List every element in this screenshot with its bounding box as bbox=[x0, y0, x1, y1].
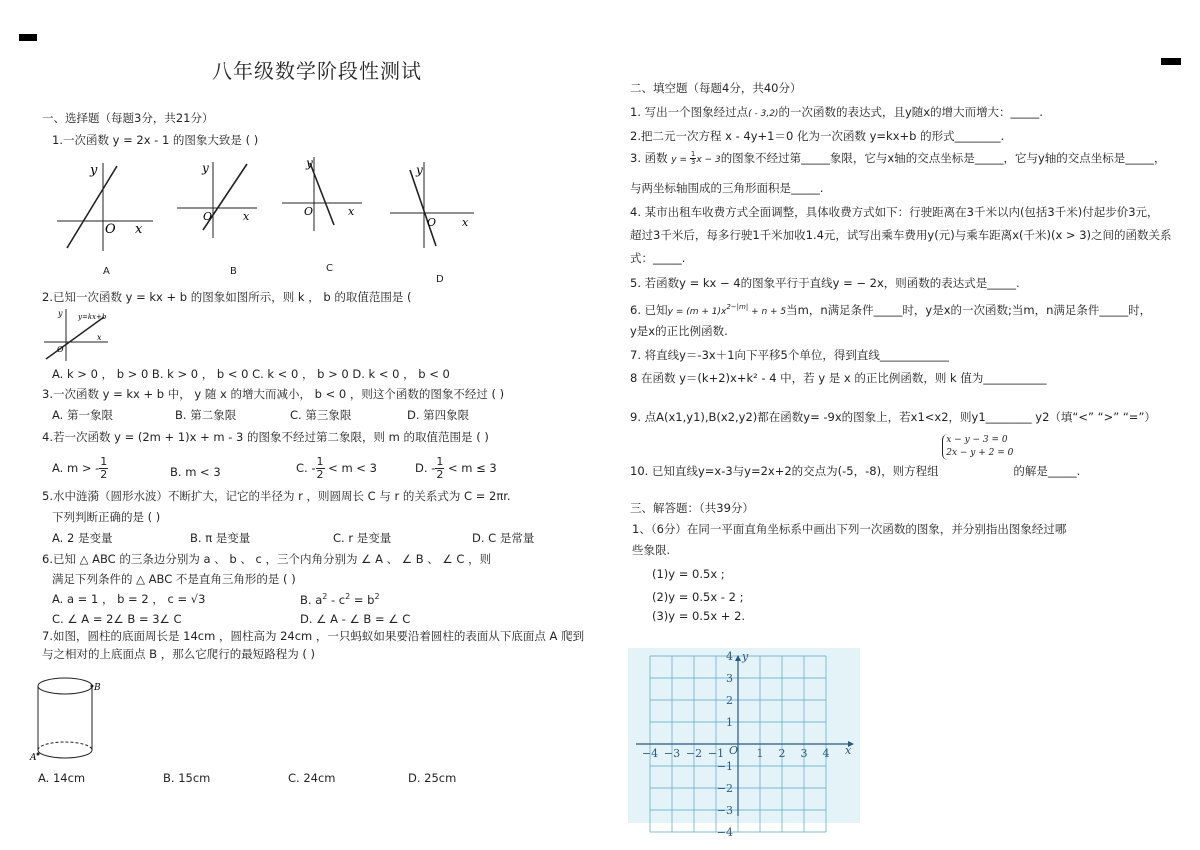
question-6-option-b[interactable] bbox=[300, 590, 380, 607]
fill-6-suffix: 当m，n满足条件_____时，y是x的一次函数;当m，n满足条件_____时， bbox=[786, 302, 1152, 317]
fill-4-line3: 式：_____. bbox=[630, 251, 686, 265]
question-1-graph-c bbox=[280, 155, 365, 235]
x-tick-label: 4 bbox=[822, 747, 830, 760]
grid-origin: O bbox=[729, 744, 739, 757]
x-tick-label: −2 bbox=[685, 747, 703, 760]
x-tick-label: 1 bbox=[756, 747, 764, 760]
graph-c-y-label: y bbox=[306, 156, 313, 170]
coordinate-grid-background bbox=[628, 648, 860, 823]
fill-10 bbox=[630, 432, 1081, 478]
point-b-label: B bbox=[94, 683, 101, 693]
option-c-denominator: 2 bbox=[316, 468, 324, 481]
solve-1-item-3: (3)y = 0.5x + 2. bbox=[652, 609, 746, 623]
question-7-option-d[interactable]: D. 25cm bbox=[408, 771, 457, 785]
question-1-graph-d bbox=[388, 160, 478, 250]
x-tick-label: 2 bbox=[778, 747, 786, 760]
graph-a-y-label: y bbox=[90, 163, 98, 178]
x-tick-label: −4 bbox=[641, 747, 659, 760]
fill-5: 5. 若函数y = kx − 4的图象平行于直线y = − 2x，则函数的表达式是_____. bbox=[630, 276, 1020, 290]
fill-10-suffix: 的解是_____. bbox=[1013, 464, 1081, 478]
y-tick-label: 2 bbox=[726, 694, 733, 707]
question-4-option-d[interactable] bbox=[415, 456, 497, 481]
question-5-stem-line1: 5.水中涟漪（圆形水波）不断扩大，记它的半径为 r ，则圆周长 C 与 r 的关系式为 C = 2πr. bbox=[42, 489, 511, 503]
option-d-suffix: < m ≤ 3 bbox=[444, 461, 497, 475]
question-4-option-a[interactable] bbox=[52, 456, 108, 481]
option-b-sup-1: 2 bbox=[322, 592, 328, 601]
question-2-options[interactable]: A. k > 0 ， b > 0 B. k > 0 ， b < 0 C. k < 0 ， b > 0 D. k < 0 ， b < 0 bbox=[52, 367, 450, 381]
fill-3-line2: 与两坐标轴围成的三角形面积是_____. bbox=[630, 181, 824, 195]
fill-6-formula-tail: + n + 5 bbox=[748, 306, 787, 317]
option-d-denominator: 2 bbox=[436, 468, 444, 481]
graph-d-origin: O bbox=[427, 216, 437, 229]
coordinate-grid[interactable] bbox=[628, 648, 860, 839]
graph-b-y-label: y bbox=[202, 161, 209, 175]
question-7-option-a[interactable]: A. 14cm bbox=[38, 771, 86, 785]
graph-d-y-label: y bbox=[416, 163, 423, 177]
question-7-option-b[interactable]: B. 15cm bbox=[163, 771, 211, 785]
option-b-c: - c bbox=[327, 592, 346, 607]
question-5-option-b[interactable]: B. π 是变量 bbox=[190, 531, 251, 545]
fill-6-formula: y = (m + 1)x bbox=[667, 306, 727, 317]
fill-10-eq1: x − y − 3 = 0 bbox=[946, 435, 1008, 445]
y-tick-label: 1 bbox=[726, 716, 733, 729]
option-d-prefix: D. - bbox=[415, 461, 436, 475]
graph-b-x-label: x bbox=[243, 210, 250, 223]
fill-1-prefix: 1. 写出一个图象经过点 bbox=[630, 105, 749, 119]
question-2-stem: 2.已知一次函数 y = kx + b 的图象如图所示，则 k ， b 的取值范围是 ( bbox=[42, 290, 412, 304]
section-heading-fill: 二、填空题（每题4分，共40分） bbox=[630, 81, 802, 95]
x-tick-label: 3 bbox=[800, 747, 808, 760]
question-2-y-label: y bbox=[58, 309, 63, 318]
fill-9: 9. 点A(x1,y1),B(x2,y2)都在函数y= -9x的图象上，若x1<x2，则y1________ y2（填“<” “>” “=”） bbox=[630, 410, 1156, 424]
fill-6-prefix: 6. 已知 bbox=[630, 302, 668, 317]
fill-10-eq2: 2x − y + 2 = 0 bbox=[946, 448, 1014, 458]
graph-a-x-label: x bbox=[135, 222, 143, 237]
graph-d-x-label: x bbox=[462, 216, 469, 229]
question-3-option-a[interactable]: A. 第一象限 bbox=[52, 408, 113, 422]
option-c-prefix: C. - bbox=[296, 461, 316, 475]
question-3-option-d[interactable]: D. 第四象限 bbox=[407, 408, 470, 422]
question-2-origin: O bbox=[57, 345, 64, 354]
section-heading-choice: 一、选择题（每题3分，共21分） bbox=[42, 111, 214, 125]
fill-4-line2: 超过3千米后，每多行驶1千米加收1.4元，试写出乘车费用y(元)与乘车距离x(千米)(x > 3)之间的函数关系 bbox=[630, 228, 1172, 242]
question-7-stem-line1: 7.如图，圆柱的底面周长是 14cm ，圆柱高为 24cm ，一只蚂蚁如果要沿着圆柱的表面从下底面点 A 爬到 bbox=[42, 629, 585, 643]
fill-10-system bbox=[942, 434, 1013, 460]
question-2-graph bbox=[42, 307, 112, 362]
fill-3 bbox=[630, 151, 1166, 167]
y-tick-label: −1 bbox=[716, 760, 733, 773]
question-6-option-a[interactable]: A. a = 1 ， b = 2 ， c = √3 bbox=[52, 592, 206, 606]
y-tick-label: −2 bbox=[716, 782, 733, 795]
fill-2: 2.把二元一次方程 x - 4y+1＝0 化为一次函数 y=kx+b 的形式________. bbox=[630, 129, 1005, 143]
question-1-stem: 1.一次函数 y = 2x - 1 的图象大致是 ( ) bbox=[52, 133, 259, 147]
fill-3-denominator: 3 bbox=[690, 158, 696, 166]
question-5-stem-line2: 下列判断正确的是 ( ) bbox=[52, 510, 161, 524]
cylinder-figure bbox=[28, 672, 108, 767]
corner-mark-left bbox=[19, 34, 37, 41]
option-c-numerator: 1 bbox=[316, 455, 324, 468]
question-2-line-label: y=kx+b bbox=[78, 313, 107, 321]
fill-3-prefix: 3. 函数 bbox=[630, 151, 668, 165]
graph-a-origin: O bbox=[105, 222, 116, 237]
option-b-sup-3: 2 bbox=[374, 592, 380, 601]
fill-1 bbox=[630, 105, 1043, 121]
question-5-option-c[interactable]: C. r 是变量 bbox=[333, 531, 392, 545]
fill-10-prefix: 10. 已知直线y=x-3与y=2x+2的交点为(-5，-8)，则方程组 bbox=[630, 464, 939, 478]
option-b-sup-2: 2 bbox=[345, 592, 351, 601]
point-a-label: A bbox=[30, 753, 37, 763]
graph-c-origin: O bbox=[304, 205, 314, 218]
question-4-option-c[interactable] bbox=[296, 456, 377, 481]
question-4-stem: 4.若一次函数 y = (2m + 1)x + m - 3 的图象不经过第二象限，则 m 的取值范围是 ( ) bbox=[42, 430, 489, 444]
question-1-option-d[interactable]: D bbox=[436, 274, 444, 285]
x-tick-label: −3 bbox=[663, 747, 681, 760]
question-4-option-b[interactable]: B. m < 3 bbox=[170, 465, 221, 479]
question-7-stem-line2: 与之相对的上底面点 B ，那么它爬行的最短路程为 ( ) bbox=[42, 647, 315, 661]
question-2-x-label: x bbox=[97, 333, 102, 342]
fill-6-line2: y是x的正比例函数. bbox=[630, 324, 728, 338]
fill-3-formula: y = bbox=[671, 155, 690, 165]
question-6-option-c[interactable]: C. ∠ A = 2∠ B = 3∠ C bbox=[52, 612, 182, 626]
question-5-option-d[interactable]: D. C 是常量 bbox=[472, 531, 535, 545]
option-b-b: = b bbox=[350, 592, 375, 607]
fill-6-line1 bbox=[630, 300, 1151, 319]
corner-mark-right bbox=[1161, 58, 1181, 65]
question-5-option-a[interactable]: A. 2 是变量 bbox=[52, 531, 113, 545]
fill-7: 7. 将直线y＝-3x＋1向下平移5个单位，得到直线____________ bbox=[630, 348, 949, 362]
fill-1-suffix: 的一次函数的表达式，且y随x的增大而增大：_____. bbox=[778, 105, 1043, 119]
fill-3-formula-tail: x − 3 bbox=[696, 155, 721, 165]
fill-6-exponent: 2−|m| bbox=[726, 303, 749, 311]
page-title: 八年级数学阶段性测试 bbox=[212, 59, 422, 83]
question-3-stem: 3.一次函数 y = kx + b 中， y 随 x 的增大而减小， b < 0 ，则这个函数的图象不经过 ( ) bbox=[42, 387, 505, 401]
fill-3-numerator: 1 bbox=[690, 150, 696, 158]
grid-y-label: y bbox=[742, 650, 749, 663]
question-7-option-c[interactable]: C. 24cm bbox=[288, 771, 336, 785]
y-tick-label: 3 bbox=[726, 672, 733, 685]
option-a-numerator: 1 bbox=[100, 455, 108, 468]
question-3-option-b[interactable]: B. 第二象限 bbox=[175, 408, 237, 422]
option-b-a: B. a bbox=[300, 592, 323, 607]
option-a-prefix: A. m > - bbox=[52, 461, 100, 475]
question-6-option-d[interactable]: D. ∠ A - ∠ B = ∠ C bbox=[300, 612, 411, 626]
solve-1-item-2: (2)y = 0.5x - 2 ; bbox=[652, 590, 744, 604]
fill-8: 8 在函数 y＝(k+2)x+k² - 4 中，若 y 是 x 的正比例函数，则 k 值为___________ bbox=[630, 371, 1047, 385]
question-1-graph-a bbox=[55, 158, 155, 253]
option-a-denominator: 2 bbox=[100, 468, 108, 481]
x-tick-label: −1 bbox=[707, 747, 725, 760]
question-1-graph-b bbox=[175, 160, 265, 240]
y-tick-label: −3 bbox=[716, 804, 733, 817]
graph-b-origin: O bbox=[203, 210, 213, 223]
question-6-stem-line2: 满足下列条件的 △ ABC 不是直角三角形的是 ( ) bbox=[52, 572, 296, 586]
fill-4-line1: 4. 某市出租车收费方式全面调整，具体收费方式如下：行驶距离在3千米以内(包括3千米)付起步价3元， bbox=[630, 205, 1159, 219]
option-c-suffix: < m < 3 bbox=[324, 461, 377, 475]
question-3-option-c[interactable]: C. 第三象限 bbox=[290, 408, 352, 422]
question-6-stem-line1: 6.已知 △ ABC 的三条边分别为 a 、 b 、 c ，三个内角分别为 ∠ A 、 ∠ B 、 ∠ C ，则 bbox=[42, 552, 492, 566]
question-1-option-b[interactable]: B bbox=[230, 266, 237, 277]
section-heading-solve: 三、解答题：（共39分） bbox=[630, 501, 754, 515]
y-tick-label: −4 bbox=[716, 826, 733, 839]
fill-3-suffix: 的图象不经过第_____象限，它与x轴的交点坐标是_____，它与y轴的交点坐标是_____， bbox=[720, 151, 1166, 165]
solve-1-line1: 1、（6分）在同一平面直角坐标系中画出下列一次函数的图象，并分别指出图象经过哪 bbox=[632, 522, 1067, 536]
solve-1-item-1: (1)y = 0.5x ; bbox=[652, 567, 725, 581]
question-1-option-a[interactable]: A bbox=[103, 266, 110, 277]
graph-c-x-label: x bbox=[348, 205, 355, 218]
fill-1-point: ( - 3,2) bbox=[748, 109, 779, 119]
question-1-option-c[interactable]: C bbox=[326, 263, 333, 274]
grid-x-label: x bbox=[845, 744, 852, 757]
solve-1-line2: 些象限. bbox=[632, 543, 671, 557]
option-d-numerator: 1 bbox=[436, 455, 444, 468]
y-tick-label: 4 bbox=[726, 650, 733, 663]
